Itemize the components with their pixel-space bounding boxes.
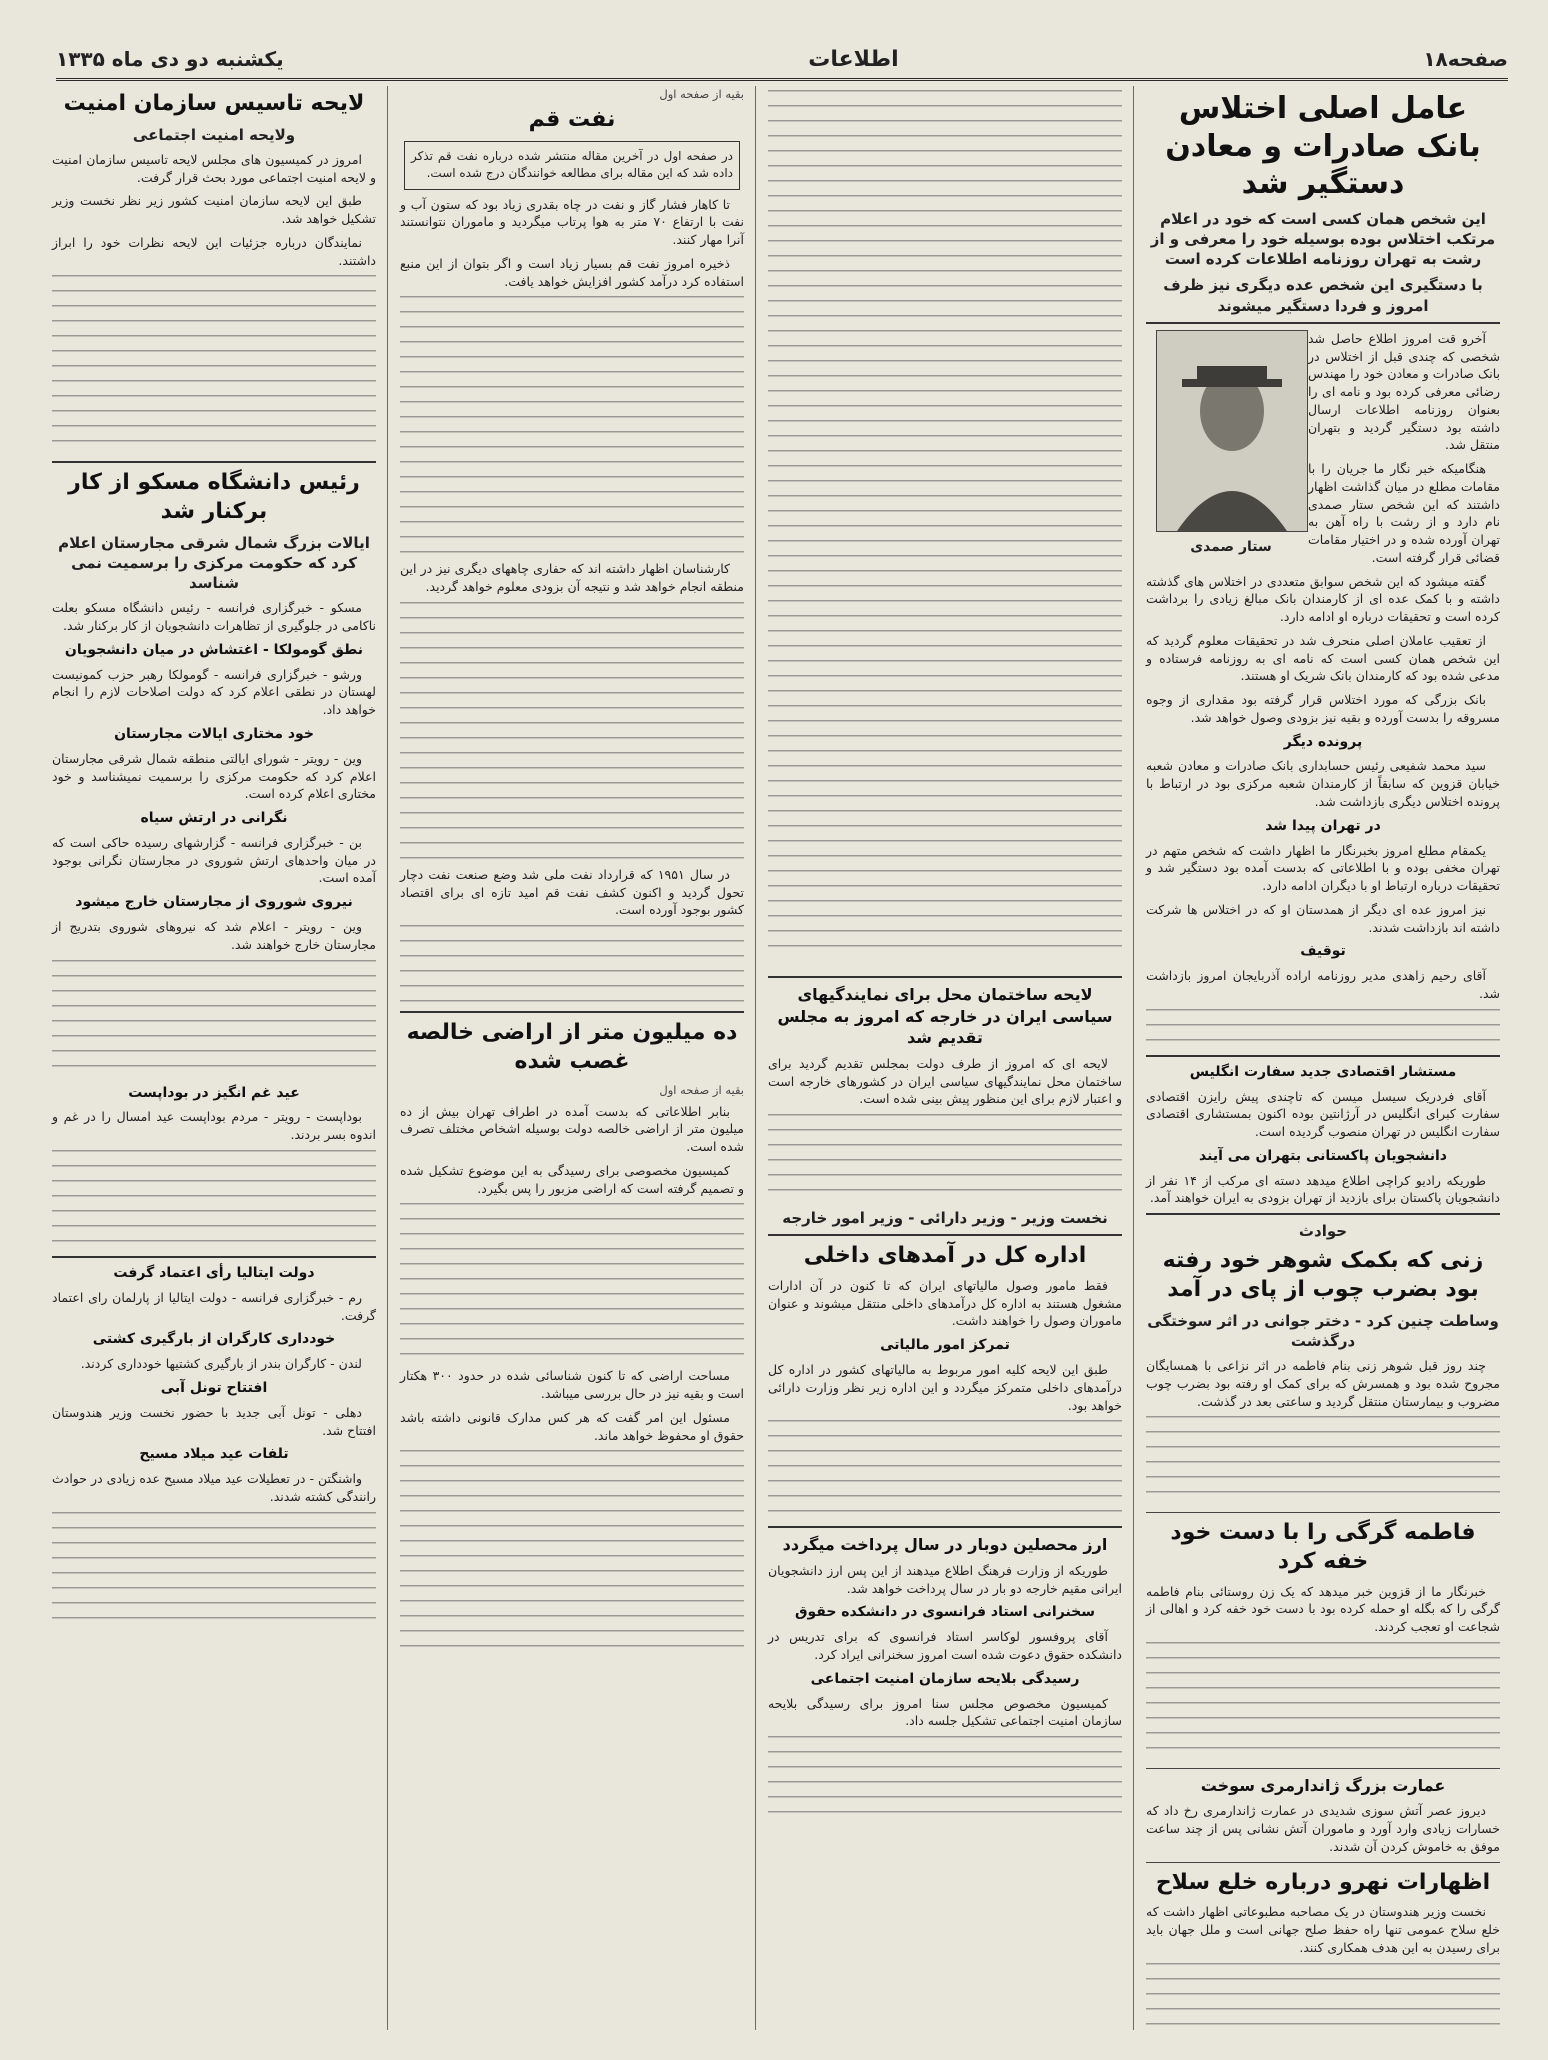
continued-label: بقیه از صفحه اول bbox=[659, 87, 744, 101]
lead-subheadline-2: با دستگیری این شخص عده دیگری نیز ظرف امروز و فردا دستگیر میشوند bbox=[1163, 276, 1483, 315]
section-heading: دولت ایتالیا رأی اعتماد گرفت bbox=[113, 1264, 315, 1281]
article-paragraph: وین - رویتر - شورای ایالتی منطقه شمال شرقی مجارستان اعلام کرد که حکومت مرکزی را برسمیت نمیشناسد و خود مختاری اعلام کرده است. bbox=[52, 750, 376, 802]
article-paragraph: ورشو - خبرگزاری فرانسه - گومولکا رهبر حزب کمونیست لهستان در نطقی اعلام کرد که دولت اصلاحات لازم را انجام خواهد داد. bbox=[52, 666, 376, 718]
article-headline: نفت قم bbox=[528, 107, 616, 133]
article-paragraph: آقای فردریک سیسل میسن که تاچندی پیش رایزن اقتصادی سفارت کبرای انگلیس در آرژانتین بوده اکنون بمستشاری اقتصادی سفارت انگلیس در تهران منصوب گردیده است. bbox=[1146, 1088, 1500, 1140]
section-heading: سخنرانی استاد فرانسوی در دانشکده حقوق bbox=[794, 1604, 1096, 1621]
text-filler bbox=[52, 1512, 376, 1632]
text-filler bbox=[768, 1420, 1122, 1520]
section-heading: عید غم انگیز در بوداپست bbox=[128, 1084, 300, 1101]
editor-note-box: در صفحه اول در آخرین مقاله منتشر شده درباره نفت قم تذکر داده شد که این مقاله برای مطالعه خوانندگان درج شده است. bbox=[404, 141, 740, 190]
issue-date: یکشنبه دو دی ماه ۱۳۳۵ bbox=[56, 47, 284, 71]
article-paragraph: نیز امروز عده ای دیگر از همدستان او که در اختلاس ها شرکت داشته اند بازداشت شدند. bbox=[1146, 901, 1500, 935]
lead-paragraph: بانک بزرگی که مورد اختلاس قرار گرفته بود مقداری از وجوه مسروقه را بدست آورده و بقیه نیز بزودی وصول خواهد شد. bbox=[1146, 692, 1500, 725]
section-heading: توقیف bbox=[1300, 943, 1346, 960]
page-number: صفحه۱۸ bbox=[1423, 47, 1508, 71]
column-rule bbox=[387, 86, 388, 2030]
article-headline: لایحه تاسیس سازمان امنیت bbox=[63, 91, 365, 116]
article-paragraph: بن - خبرگزاری فرانسه - گزارشهای رسیده حاکی است که در میان واحدهای ارتش شوروی در مجارستان نگرانی بوجود آمده است. bbox=[52, 834, 376, 886]
text-filler bbox=[400, 602, 744, 862]
divider bbox=[768, 1234, 1122, 1236]
article-paragraph: نمایندگان درباره جزئیات این لایحه نظرات خود را ابراز داشتند. bbox=[52, 234, 376, 268]
article-paragraph: چند روز قبل شوهر زنی بنام فاطمه در اثر نزاعی با همسایگان مجروح شده بود و همسرش که برای کمک او رفته بود بضرب چوب مضروب و بیمارستان منتقل گردید و ساعتی بعد در گذشت. bbox=[1146, 1358, 1500, 1409]
text-filler bbox=[1146, 1963, 1500, 2030]
article-paragraph: یکمقام مطلع امروز بخبرنگار ما اظهار داشت که شخص متهم در تهران مخفی بوده و با اطلاعاتی که بدست آمده بود دستگیر شد و تحقیقات درباره ارتباط او با دیگران ادامه دارد. bbox=[1146, 842, 1500, 894]
article-headline: ده میلیون متر از اراضی خالصه غصب شده bbox=[406, 1020, 738, 1074]
article-paragraph: رم - خبرگزاری فرانسه - دولت ایتالیا از پارلمان رای اعتماد گرفت. bbox=[52, 1289, 376, 1323]
article-paragraph: لایحه ای که امروز از طرف دولت بمجلس تقدیم گردید برای ساختمان محل نمایندگیهای سیاسی ایران در کشورهای خارجه است و اعتبار لازم برای این منظور پیش بینی شده است. bbox=[768, 1055, 1122, 1107]
signatories: نخست وزیر - وزیر دارائی - وزیر امور خارجه bbox=[782, 1209, 1108, 1228]
column-4 bbox=[44, 86, 384, 2030]
lead-continuation-space bbox=[768, 90, 1122, 970]
divider bbox=[1146, 1213, 1500, 1215]
text-filler bbox=[768, 1736, 1122, 1816]
column-rule bbox=[755, 86, 756, 2030]
divider bbox=[1146, 1862, 1500, 1863]
article-paragraph: وین - رویتر - اعلام شد که نیروهای شوروی بتدریج از مجارستان خارج خواهند شد. bbox=[52, 919, 376, 952]
section-heading: افتتاح تونل آبی bbox=[160, 1380, 268, 1397]
divider bbox=[52, 461, 376, 463]
article-subheadline: وساطت چنین کرد - دختر جوانی در اثر سوختگی درگذشت bbox=[1147, 1311, 1499, 1350]
article-paragraph: مساحت اراضی که تا کنون شناسائی شده در حدود ۳۰۰ هکتار است و بقیه نیز در حال بررسی میباشد. bbox=[400, 1368, 744, 1402]
divider bbox=[52, 1256, 376, 1258]
column-3 bbox=[392, 86, 752, 2030]
article-paragraph: طبق این لایحه سازمان امنیت کشور زیر نظر نخست وزیر تشکیل خواهد شد. bbox=[52, 193, 376, 227]
text-filler bbox=[52, 1150, 376, 1250]
portrait-photo bbox=[1156, 330, 1308, 532]
article-paragraph: طوریکه از وزارت فرهنگ اطلاع میدهند از این پس ارز دانشجویان ایرانی مقیم خارجه دو بار در سال پرداخت خواهد شد. bbox=[768, 1562, 1122, 1596]
lead-paragraph: آخرو قت امروز اطلاع حاصل شد شخصی که چندی قبل از اختلاس در بانک صادرات و معادن خود را مهندس رضائی معرفی کرده بود و نامه ای را بعنوان روزنامه اطلاعات ارسال داشته بود دستگیر گردید و بتهران منتقل شد. bbox=[1308, 330, 1500, 453]
section-heading: مستشار اقتصادی جدید سفارت انگلیس bbox=[1189, 1063, 1457, 1080]
section-heading: در تهران پیدا شد bbox=[1265, 817, 1381, 834]
article-paragraph: مسئول این امر گفت که هر کس مدارک قانونی داشته باشد حقوق او محفوظ خواهد ماند. bbox=[400, 1409, 744, 1443]
portrait-icon bbox=[1157, 331, 1307, 531]
article-paragraph: نخست وزیر هندوستان در یک مصاحبه مطبوعاتی اظهار داشت که خلع سلاح عمومی تنها راه حفظ صلح جهانی است و ملل جهان باید برای رسیدن به این هدف همکاری کنند. bbox=[1146, 1904, 1500, 1955]
section-heading: نیروی شوروی از مجارستان خارج میشود bbox=[75, 894, 353, 911]
article-subheadline: ولایحه امنیت اجتماعی bbox=[132, 125, 296, 144]
divider bbox=[400, 1011, 744, 1013]
lead-paragraph: گفته میشود که این شخص سوابق متعددی در اختلاس های گذشته داشته و با کمک عده ای از کارمندان بانک مبالغ زیادی را برداشت کرده است و تحقیقات درباره او ادامه دارد. bbox=[1146, 573, 1500, 624]
article-headline: ارز محصلین دوبار در سال پرداخت میگردد bbox=[782, 1535, 1108, 1555]
article-paragraph: طبق این لایحه کلیه امور مربوط به مالیاتهای کشور در اداره کل درآمدهای داخلی متمرکز میگردد و این اداره زیر نظر وزارت دارائی خواهد بود. bbox=[768, 1362, 1122, 1413]
article-headline: عمارت بزرگ ژاندارمری سوخت bbox=[1200, 1775, 1446, 1795]
article-paragraph: ذخیره امروز نفت قم بسیار زیاد است و اگر بتوان از این منبع استفاده کرد درآمد کشور افزایش خواهد یافت. bbox=[400, 255, 744, 289]
divider bbox=[1146, 1512, 1500, 1513]
article-paragraph: کمیسیون مخصوص مجلس سنا امروز برای رسیدگی بلایحه سازمان امنیت اجتماعی تشکیل جلسه داد. bbox=[768, 1695, 1122, 1729]
article-paragraph: بوداپست - رویتر - مردم بوداپست عید امسال را در غم و اندوه بسر بردند. bbox=[52, 1109, 376, 1143]
section-heading: تلفات عید میلاد مسیح bbox=[139, 1446, 289, 1463]
photo-caption: ستار صمدی bbox=[1190, 538, 1272, 555]
divider bbox=[1146, 1055, 1500, 1057]
article-paragraph: سید محمد شفیعی رئیس حسابداری بانک صادرات و معادن شعبه خیابان قزوین که سابقاً از کارمندان شعبه مرکزی بود در ارتباط با پرونده اختلاس دیگری بازداشت شد. bbox=[1146, 758, 1500, 809]
section-heading: نطق گومولکا - اغتشاش در میان دانشجویان bbox=[64, 641, 364, 658]
article-paragraph: دیروز عصر آتش سوزی شدیدی در عمارت ژاندارمری رخ داد که خسارات زیادی وارد آورد و ماموران آتش نشانی پس از چند ساعت موفق به خاموش کردن آن شدند. bbox=[1146, 1803, 1500, 1854]
masthead bbox=[56, 40, 1508, 81]
article-paragraph: آقای رحیم زاهدی مدیر روزنامه اراده آذربایجان امروز بازداشت شد. bbox=[1146, 968, 1500, 1001]
article-paragraph: امروز در کمیسیون های مجلس لایحه تاسیس سازمان امنیت و لایحه امنیت اجتماعی مورد بحث قرار گرفت. bbox=[52, 151, 376, 185]
article-paragraph: مسکو - خبرگزاری فرانسه - رئیس دانشگاه مسکو بعلت ناکامی در جلوگیری از تظاهرات دانشجویان از کار برکنار شد. bbox=[52, 600, 376, 634]
article-paragraph: فقط مامور وصول مالیاتهای ایران که تا کنون در آن ادارات مشغول هستند به اداره کل درآمدهای داخلی منتقل میشوند و عنوان ماموران وصول را خواهند داشت. bbox=[768, 1277, 1122, 1329]
section-heading: رسیدگی بلایحه سازمان امنیت اجتماعی bbox=[810, 1670, 1080, 1687]
article-paragraph: لندن - کارگران بندر از بارگیری کشتیها خودداری کردند. bbox=[80, 1356, 362, 1372]
article-subheadline: ایالات بزرگ شمال شرقی مجارستان اعلام کرد که حکومت مرکزی را برسمیت نمی شناسد bbox=[58, 533, 370, 593]
text-filler bbox=[400, 296, 744, 556]
newspaper-title: اطلاعات bbox=[808, 46, 899, 72]
article-paragraph: تا کاهار فشار گاز و نفت در چاه بقدری زیاد بود که ستون آب و نفت با ارتفاع ۷۰ متر به هوا پرتاب میگردید و ماموران نتوانستند آنرا مهار کنند. bbox=[400, 196, 744, 248]
text-filler bbox=[52, 960, 376, 1080]
text-filler bbox=[1146, 1009, 1500, 1049]
text-filler bbox=[1146, 1642, 1500, 1762]
continued-label: بقیه از صفحه اول bbox=[659, 1083, 744, 1098]
column-rule bbox=[1133, 86, 1134, 2030]
text-filler bbox=[400, 925, 744, 1005]
column-2 bbox=[760, 86, 1130, 2030]
section-heading: خود مختاری ایالات مجارستان bbox=[114, 725, 314, 742]
article-paragraph: بنابر اطلاعاتی که بدست آمده در اطراف تهران بیش از ده میلیون متر از اراضی خالصه دولت بوسیله اشخاص مختلف تصرف شده است. bbox=[400, 1103, 744, 1155]
section-heading: نگرانی در ارتش سیاه bbox=[140, 810, 288, 827]
article-paragraph: دهلی - تونل آبی جدید با حضور نخست وزیر هندوستان افتتاح شد. bbox=[52, 1404, 376, 1438]
text-filler bbox=[52, 275, 376, 455]
text-filler bbox=[768, 90, 1122, 950]
article-headline: فاطمه گرگی را با دست خود خفه کرد bbox=[1170, 1520, 1476, 1574]
article-headline: اداره کل در آمدهای داخلی bbox=[803, 1243, 1087, 1269]
text-filler bbox=[400, 1203, 744, 1363]
divider bbox=[1146, 1768, 1500, 1769]
lead-subheadline: این شخص همان کسی است که خود در اعلام مرتکب اختلاس بوده بوسیله خود را معرفی و از رشت به تهران روزنامه اطلاعات کرده است bbox=[1150, 209, 1496, 268]
lead-headline: عامل اصلی اختلاس بانک صادرات و معادن دستگیر شد bbox=[1165, 91, 1481, 201]
article-paragraph: کمیسیون مخصوصی برای رسیدگی به این موضوع تشکیل شده و تصمیم گرفته است که اراضی مزبور را پس بگیرد. bbox=[400, 1162, 744, 1196]
section-heading: تمرکز امور مالیاتی bbox=[880, 1337, 1010, 1354]
article-headline: لایحه ساختمان محل برای نمایندگیهای سیاسی ایران در خارجه که امروز به مجلس تقدیم شد bbox=[777, 985, 1113, 1048]
article-paragraph: واشنگتن - در تعطیلات عید میلاد مسیح عده زیادی در حوادث رانندگی کشته شدند. bbox=[52, 1471, 376, 1505]
article-paragraph: کارشناسان اظهار داشته اند که حفاری چاههای دیگری نیز در این منطقه انجام خواهد شد و نتیجه آن بزودی معلوم خواهد گردید. bbox=[400, 561, 744, 595]
article-paragraph: خبرنگار ما از قزوین خبر میدهد که یک زن روستائی بنام فاطمه گرگی را که بگله او حمله کرده بود با دست خود خفه کرد و اهالی از شجاعت او تعجب کردند. bbox=[1146, 1583, 1500, 1635]
column-1 bbox=[1138, 86, 1508, 2030]
divider bbox=[1146, 322, 1500, 324]
text-filler bbox=[400, 1450, 744, 1650]
section-label: حوادث bbox=[1298, 1222, 1348, 1241]
article-paragraph: آقای پروفسور لوکاسر استاد فرانسوی که برای تدریس در دانشکده حقوق دعوت شده است امروز سخنرانی ایراد کرد. bbox=[768, 1629, 1122, 1662]
lead-paragraph: هنگامیکه خبر نگار ما جریان را با مقامات مطلع در میان گذاشت اظهار داشتند که این شخص ستار صمدی نام دارد و از رشت با راه آهن به تهران آورده شده و در اختیار مقامات قضائی قرار گرفته است. bbox=[1308, 461, 1500, 565]
article-headline: زنی که بکمک شوهر خود رفته بود بضرب چوب از پای در آمد bbox=[1162, 1248, 1484, 1303]
article-headline: رئیس دانشگاه مسکو از کار برکنار شد bbox=[68, 470, 360, 524]
divider bbox=[768, 1526, 1122, 1528]
section-heading: پرونده دیگر bbox=[1283, 733, 1363, 750]
text-filler bbox=[768, 1114, 1122, 1204]
section-heading: دانشجویان پاکستانی بتهران می آیند bbox=[1199, 1147, 1447, 1164]
section-heading: خودداری کارگران از بارگیری کشتی bbox=[92, 1331, 336, 1348]
divider bbox=[768, 976, 1122, 978]
text-filler bbox=[1146, 1416, 1500, 1506]
article-paragraph: طوریکه رادیو کراچی اطلاع میدهد دسته ای مرکب از ۱۴ نفر از دانشجویان پاکستان برای بازدید از تهران بزودی به ایران خواهند آمد. bbox=[1146, 1172, 1500, 1206]
article-headline: اظهارات نهرو درباره خلع سلاح bbox=[1155, 1869, 1491, 1895]
article-paragraph: در سال ۱۹۵۱ که قرارداد نفت ملی شد وضع صنعت نفت دچار تحول گردید و اکنون کشف نفت قم امید تازه ای برای اقتصاد کشور بوجود آورده است. bbox=[400, 866, 744, 918]
lead-paragraph: از تعقیب عاملان اصلی منحرف شد در تحقیقات معلوم گردید که این شخص همان کسی است که نامه ای به روزنامه فرستاده و مدعی شده بود که کارمندان بانک شریک او هستند. bbox=[1146, 632, 1500, 684]
